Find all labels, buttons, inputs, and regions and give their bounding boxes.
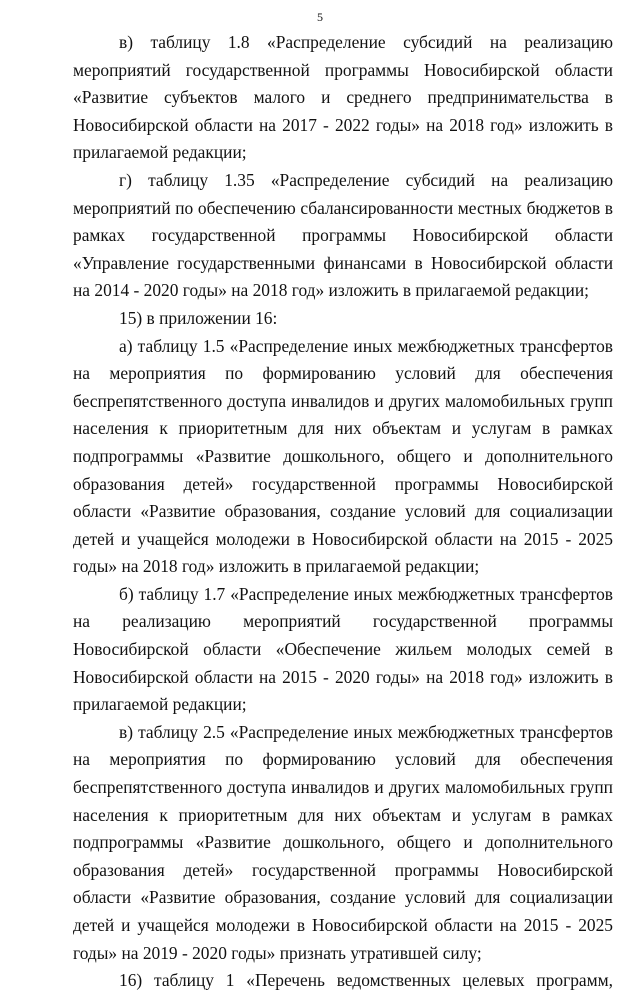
- paragraph-item-v-table-2-5: в) таблицу 2.5 «Распределение иных межбюджетных трансфертов на мероприятия по формированию условий для обеспечения беспрепятственного доступа инвалидов и других маломобильных групп населения к приоритетным для них объектам и услугам в рамках подпрограммы «Развитие дошкольного, общего и дополнительного образования детей» государственной программы Новосибирской области «Развитие образования, создание условий для социализации детей и учащейся молодежи в Новосибирской области на 2015 - 2025 годы» на 2019 - 2020 годы» признать утратившей силу;: [73, 721, 613, 963]
- paragraph-item-g-table-1-35: г) таблицу 1.35 «Распределение субсидий на реализацию мероприятий по обеспечению сбалансированности местных бюджетов в рамках государственной программы Новосибирской области «Управление государственными финансами в Новосибирской области на 2014 - 2020 годы» на 2018 год» изложить в прилагаемой редакции;: [73, 169, 613, 301]
- paragraph-item-v-table-1-8: в) таблицу 1.8 «Распределение субсидий на реализацию мероприятий государственной программы Новосибирской области «Развитие субъектов малого и среднего предпринимательства в Новосибирской области на 2017 - 2022 годы» на 2018 год» изложить в прилагаемой редакции;: [73, 32, 613, 163]
- paragraph-item-15-appendix-16: 15) в приложении 16:: [119, 307, 278, 328]
- paragraph-item-b-table-1-7: б) таблицу 1.7 «Распределение иных межбюджетных трансфертов на реализацию мероприятий государственной программы Новосибирской области «Обеспечение жильем молодых семей в Новосибирской области на 2015 - 2020 годы» на 2018 год» изложить в прилагаемой редакции;: [73, 583, 613, 715]
- paragraph-item-a-table-1-5: а) таблицу 1.5 «Распределение иных межбюджетных трансфертов на мероприятия по формированию условий для обеспечения беспрепятственного доступа инвалидов и других маломобильных групп населения к приоритетным для них объектам и услугам в рамках подпрограммы «Развитие дошкольного, общего и дополнительного образования детей» государственной программы Новосибирской области «Развитие образования, создание условий для социализации детей и учащейся молодежи в Новосибирской области на 2015 - 2025 годы» на 2018 год» изложить в прилагаемой редакции;: [73, 335, 613, 577]
- document-body: [73, 29, 613, 995]
- paragraph-item-16-table-1: 16) таблицу 1 «Перечень ведомственных целевых программ,: [119, 970, 613, 991]
- page-number: 5: [317, 10, 323, 24]
